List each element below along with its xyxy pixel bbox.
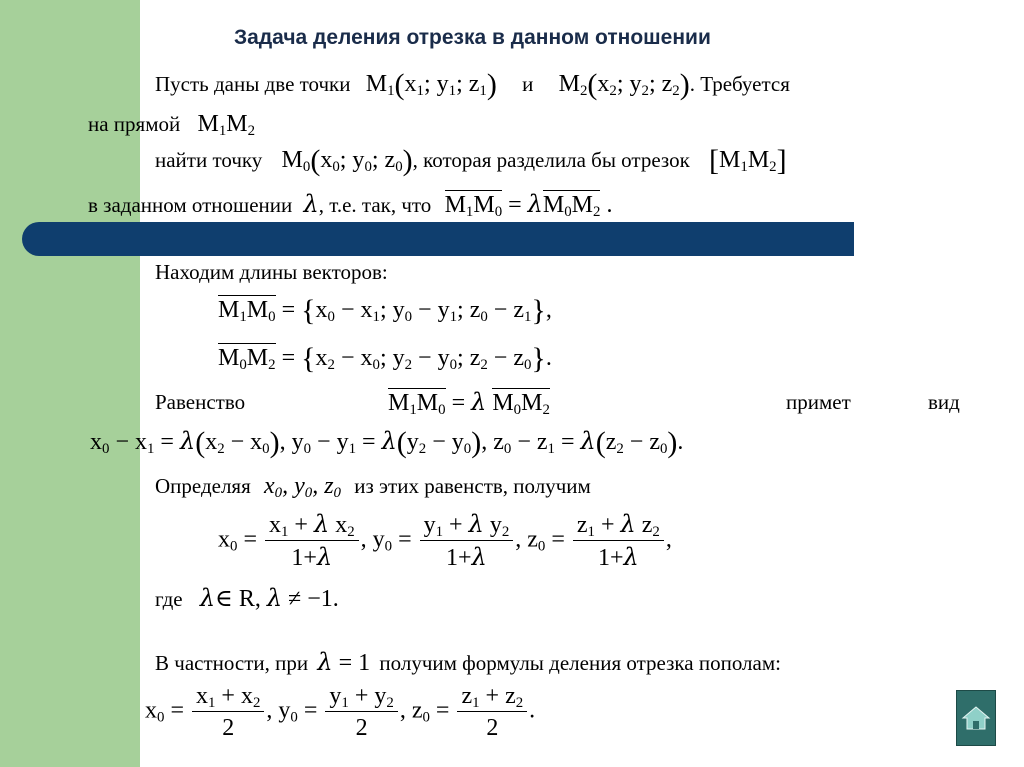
decorative-band [22,222,854,256]
intro-line-2: на прямой $M_1M_2$ [88,111,256,140]
intro-line-4: в заданном отношении λ, т.е. так, что $M_1M_0 = \lambda M_0M_2$ . [88,190,613,221]
special-case-line: В частности, при λ = 1 получим формулы деления отрезка пополам: [155,648,781,676]
solve-line: Определяя $x_0$, $y_0$, $z_0$ из этих равенств, получим [155,473,591,502]
slide-title: Задача деления отрезка в данном отношении [234,26,711,49]
equality-formula: $M_1M_0 = \lambda$ $M_0M_2$ [388,388,550,419]
vector-m0m2: $M_0M_2 = \{x_2 - x_0$; $y_2 - y_0$; $z_2 - z_0$}. [218,342,552,375]
coordinate-equations: $x_0 - x_1 = \lambda(x_2 - x_0)$, $y_0 - y_1 = \lambda(y_2 - y_0)$, $z_0 - z_1 = \lambda(z_2 - z_0)$. [90,426,684,459]
division-formula: $x_0$ = $\frac{x_1 + \lambda x_2}{1+\lambda}$ , $y_0$ = $\frac{y_1 + \lambda y_2}{1+\lambda}$ , $z_0$ = $\frac{z_1 + \lambda z_2}{1+\lambda}$ , [218,510,672,571]
home-icon [961,705,991,731]
midpoint-formula: $x_0$ = $\frac{x_1 + x_2}{2}$ , $y_0$ = $\frac{y_1 + y_2}{2}$ , $z_0$ = $\frac{z_1 + z_2}{2}$ . [145,683,536,741]
where-line: где λ∈ R, λ ≠ −1. [155,584,339,612]
equality-left: Равенство [155,390,246,414]
home-button[interactable] [956,690,996,746]
vectors-heading: Находим длины векторов: [155,260,388,284]
vector-m1m0: $M_1M_0 = \{x_0 - x_1$; $y_0 - y_1$; $z_0 - z_1$}, [218,294,552,327]
equality-mid: примет [786,390,851,414]
intro-line-1: Пусть даны две точки $M_1(x_1$; $y_1$; $z_1$) и $M_2(x_2$; $y_2$; $z_2$). Требуется [155,68,790,101]
intro-line-3: найти точку $M_0(x_0$; $y_0$; $z_0$), которая разделила бы отрезок $[M_1M_2]$ [155,144,787,177]
equality-right: вид [928,390,960,414]
